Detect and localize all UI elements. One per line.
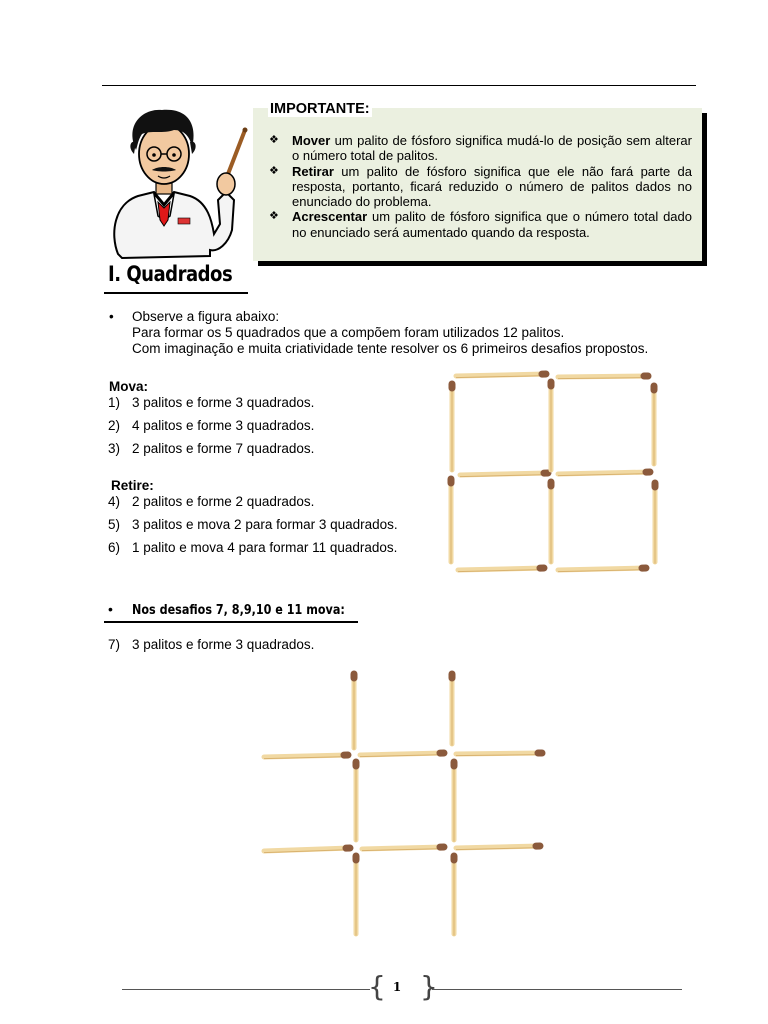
important-text: um palito de fósforo significa que ele não fará parte da resposta, portanto, ficará reduzido o número de palitos dados no enunciado do problema.	[292, 163, 692, 210]
item-text: 2 palitos e forme 7 quadrados.	[132, 441, 315, 456]
matchstick	[558, 376, 648, 379]
footer-brace-right: }	[420, 970, 438, 1003]
challenge-item	[108, 494, 314, 509]
item-number: 4)	[108, 494, 121, 509]
matchstick	[456, 374, 546, 378]
item-text: 4 palitos e forme 3 quadrados.	[132, 418, 315, 433]
important-item	[268, 133, 692, 164]
important-list	[268, 133, 692, 240]
challenge-item	[108, 418, 314, 433]
observe-line-1: Observe a figura abaixo:	[132, 309, 280, 324]
important-item	[268, 209, 692, 240]
item-number: 1)	[108, 395, 121, 410]
bullet-icon: •	[108, 601, 113, 617]
item-text: 2 palitos e forme 2 quadrados.	[132, 494, 315, 509]
page-number: 1	[392, 980, 402, 994]
footer-rule-left	[122, 989, 370, 990]
matchstick	[458, 568, 544, 572]
footer-brace-left: {	[368, 970, 386, 1003]
item-number: 2)	[108, 418, 121, 433]
matchstick	[456, 753, 542, 756]
important-term: Retirar	[292, 163, 334, 179]
matchstick	[558, 472, 650, 476]
matchstick	[558, 568, 646, 572]
desafios-heading: Nos desafios 7, 8,9,10 e 11 mova:	[132, 603, 345, 618]
challenge-item	[108, 637, 314, 652]
top-rule	[102, 85, 696, 86]
diamond-bullet-icon: ❖	[269, 134, 279, 146]
item-text: 3 palitos e forme 3 quadrados.	[132, 395, 315, 410]
section-title-underline	[104, 292, 248, 294]
diamond-bullet-icon: ❖	[269, 210, 279, 223]
important-title: IMPORTANTE:	[270, 101, 370, 117]
item-text: 1 palito e mova 4 para formar 11 quadrados.	[132, 540, 398, 555]
observe-paragraph	[109, 309, 648, 357]
matchstick	[460, 473, 548, 477]
challenge-item	[108, 540, 397, 555]
important-term: Mover	[292, 133, 331, 148]
item-number: 6)	[108, 540, 121, 555]
challenge-item	[108, 517, 398, 532]
matchstick	[360, 753, 444, 757]
important-text: um palito de fósforo significa que o número total dado no enunciado será aumentado quando da resposta.	[292, 209, 692, 240]
matchstick	[362, 847, 444, 851]
important-text: um palito de fósforo significa mudá-lo de posição sem alterar o número total de palitos.	[292, 133, 692, 164]
desafios-underline	[104, 621, 358, 623]
challenge-item	[108, 395, 314, 410]
mova-label: Mova:	[109, 379, 149, 394]
item-number: 3)	[108, 441, 121, 456]
observe-line-2: Para formar os 5 quadrados que a compõem foram utilizados 12 palitos.	[132, 325, 565, 340]
footer-rule-right	[432, 989, 682, 990]
important-item	[268, 164, 692, 210]
retire-label: Retire:	[111, 478, 154, 493]
bullet-icon: •	[109, 309, 114, 324]
matchstick-figure-squares	[440, 366, 662, 578]
item-text: 3 palitos e forme 3 quadrados.	[132, 637, 315, 652]
professor-illustration	[98, 104, 252, 260]
matchstick	[264, 755, 348, 759]
observe-line-3: Com imaginação e muita criatividade tente resolver os 6 primeiros desafios propostos.	[132, 341, 649, 356]
diamond-bullet-icon: ❖	[269, 164, 279, 177]
item-text: 3 palitos e mova 2 para formar 3 quadrados.	[132, 517, 398, 532]
item-number: 7)	[108, 637, 121, 652]
item-number: 5)	[108, 517, 121, 532]
matchstick-figure-hash	[258, 664, 550, 940]
important-term: Acrescentar	[292, 209, 368, 225]
matchstick	[456, 846, 540, 850]
matchstick	[264, 848, 350, 853]
challenge-item	[108, 441, 314, 456]
section-title: I. Quadrados	[108, 262, 233, 286]
